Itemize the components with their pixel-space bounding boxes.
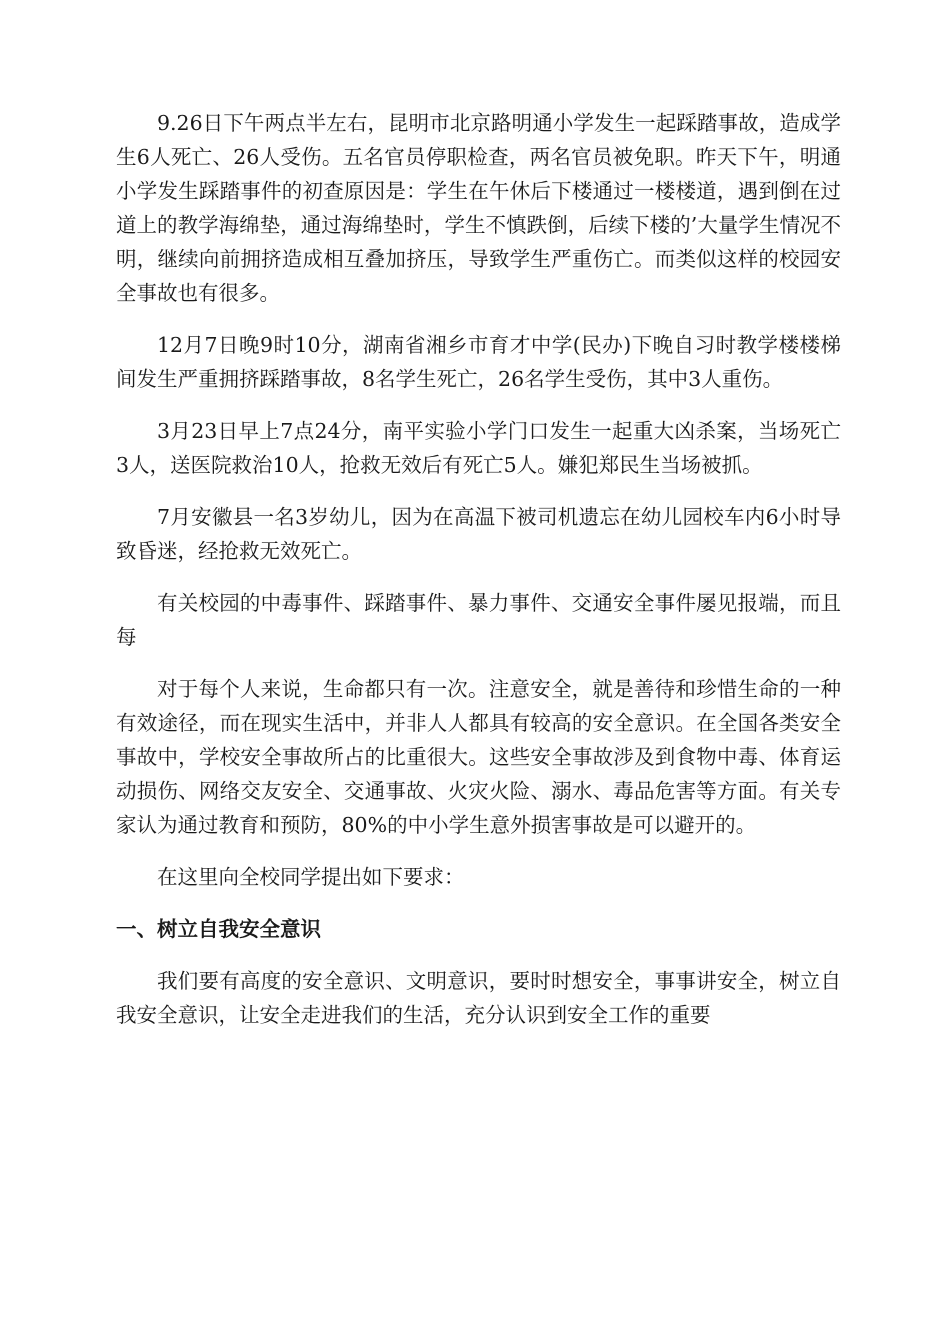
paragraph-requirements-intro: 在这里向全校同学提出如下要求： [157,865,465,889]
section-heading: 一、树立自我安全意识 [116,917,321,941]
paragraph-life-safety: 对于每个人来说，生命都只有一次。注意安全，就是善待和珍惜生命的一种有效途径，而在现实生活中，并非人人都具有较高的安全意识。在全国各类安全事故中，学校安全事故所占的比重很大。这些安全事故涉及到食物中毒、体育运动损伤、网络交友安全、交通事故、火灾火险、溺水、毒品危害等方面。有关专家认为通过教育和预防，80%的中小学生意外损害事故是可以避开的。 [116,677,841,837]
paragraph-kunming-stampede: 9.26日下午两点半左右，昆明市北京路明通小学发生一起踩踏事故，造成学生6人死亡、26人受伤。五名官员停职检查，两名官员被免职。昨天下午，明通小学发生踩踏事件的初查原因是：学生在午休后下楼通过一楼楼道，遇到倒在过道上的教学海绵垫，通过海绵垫时，学生不慎跌倒，后续下楼的’大量学生情况不明，继续向前拥挤造成相互叠加挤压，导致学生严重伤亡。而类似这样的校园安全事故也有很多。 [116,111,841,305]
paragraph-safety-awareness: 我们要有高度的安全意识、文明意识，要时时想安全，事事讲安全，树立自我安全意识，让安全走进我们的生活，充分认识到安全工作的重要 [116,969,841,1027]
document-body [116,106,841,1050]
paragraph-nanping-case: 3月23日早上7点24分，南平实验小学门口发生一起重大凶杀案，当场死亡3人，送医院救治10人，抢救无效后有死亡5人。嫌犯郑民生当场被抓。 [116,419,841,477]
paragraph-campus-incidents: 有关校园的中毒事件、踩踏事件、暴力事件、交通安全事件屡见报端，而且每 [116,591,841,649]
paragraph-xiangxiang-stampede: 12月7日晚9时10分，湖南省湘乡市育才中学(民办)下晚自习时教学楼楼梯间发生严重拥挤踩踏事故，8名学生死亡，26名学生受伤，其中3人重伤。 [116,333,841,391]
paragraph-anhui-bus: 7月安徽县一名3岁幼儿，因为在高温下被司机遗忘在幼儿园校车内6小时导致昏迷，经抢救无效死亡。 [116,505,841,563]
